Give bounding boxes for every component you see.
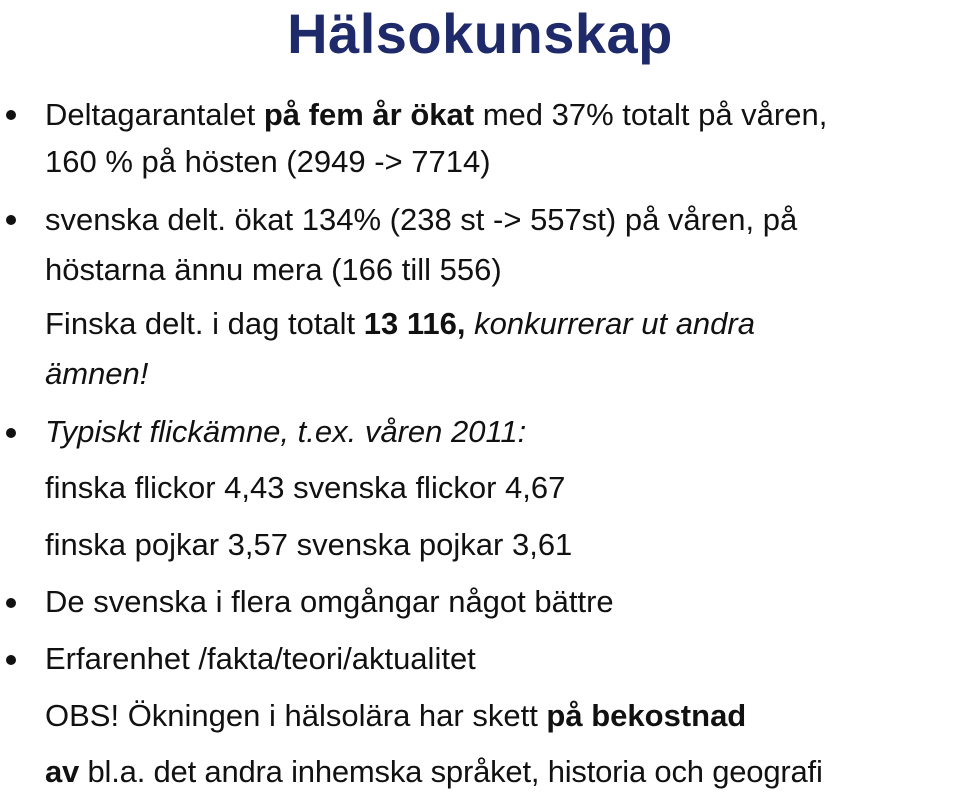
bullet-3-line-1 <box>45 412 526 452</box>
slide-title: Hälsokunskap <box>287 2 673 65</box>
finska-italic: konkurrerar ut andra <box>465 306 755 341</box>
participants-text: Deltagarantalet <box>45 97 264 132</box>
bullet-dot <box>6 428 16 438</box>
bullet-1-line-1 <box>45 95 827 135</box>
bullet-dot <box>6 655 16 665</box>
finska-text: Finska delt. i dag totalt <box>45 306 364 341</box>
last-text: bl.a. det andra inhemska språket, historia och geografi <box>79 754 823 789</box>
finska-italic-end: ämnen! <box>45 356 149 391</box>
boys-scores: finska pojkar 3,57 svenska pojkar 3,61 <box>45 527 573 562</box>
bullet-dot <box>6 598 16 608</box>
finska-line-2 <box>45 354 148 394</box>
bullet-1-line-2: 160 % på hösten (2949 -> 7714) <box>45 144 491 179</box>
bullet-4-line: De svenska i flera omgångar något bättre <box>45 584 614 619</box>
bullet-dot <box>6 110 16 120</box>
obs-bold: på bekostnad <box>546 698 747 733</box>
bullet-2-line-1: svenska delt. ökat 134% (238 st -> 557st) på våren, på <box>45 202 798 237</box>
participants-rest: med 37% totalt på våren, <box>474 97 828 132</box>
girls-scores: finska flickor 4,43 svenska flickor 4,67 <box>45 470 566 505</box>
typical-text: Typiskt flickämne, t.ex. våren 2011: <box>45 414 527 449</box>
finska-line-1 <box>45 304 755 344</box>
bullet-5-line: Erfarenhet /fakta/teori/aktualitet <box>45 641 476 676</box>
obs-text: OBS! Ökningen i hälsolära har skett <box>45 698 547 733</box>
finska-total: 13 116, <box>363 306 466 341</box>
participants-bold: på fem år ökat <box>263 97 475 132</box>
bullet-dot <box>6 215 16 225</box>
last-line <box>45 752 823 792</box>
bullet-2-line-2: höstarna ännu mera (166 till 556) <box>45 252 502 287</box>
last-bold: av <box>45 754 80 789</box>
obs-line <box>45 696 746 736</box>
